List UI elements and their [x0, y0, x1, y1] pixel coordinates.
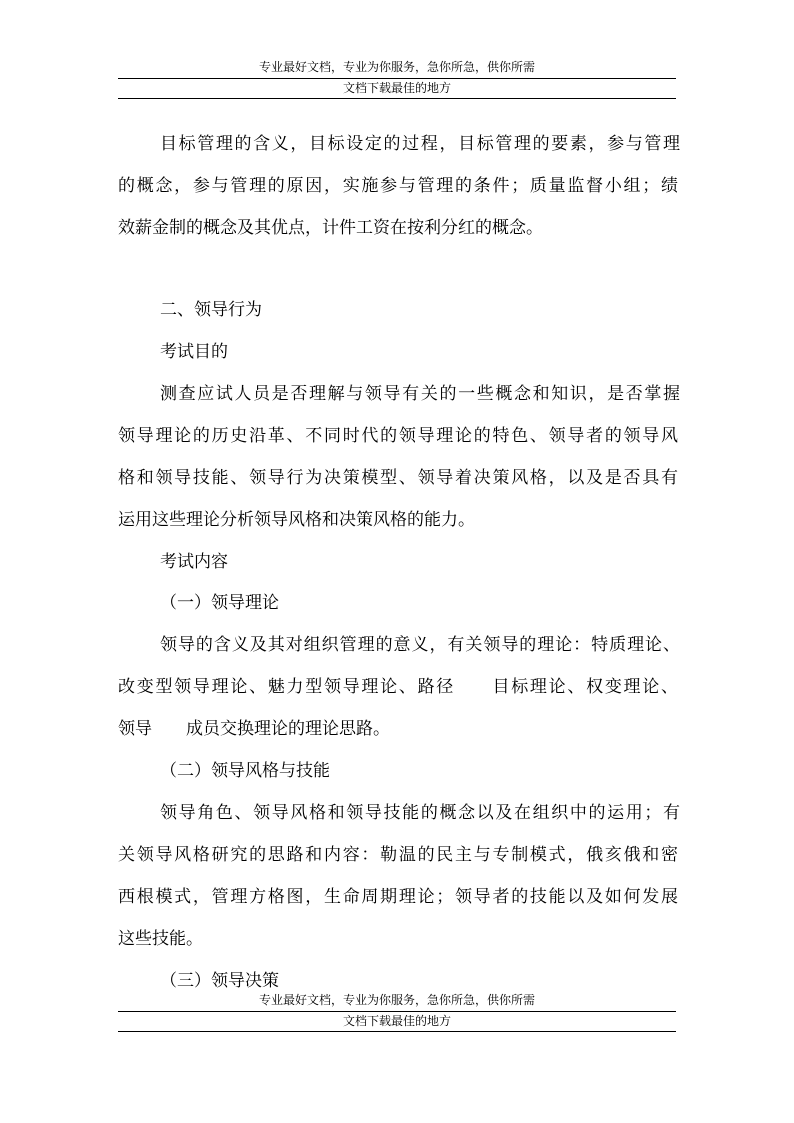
sub2-line4: 这些技能。 [118, 929, 203, 949]
sub2-line2: 关领导风格研究的思路和内容：勒温的民主与专制模式，俄亥俄和密 [118, 845, 678, 865]
sub1-line1: 领导的含义及其对组织管理的意义，有关领导的理论：特质理论、 [160, 635, 680, 655]
sub2-title: （二）领导风格与技能 [160, 761, 330, 781]
exam-goal-line4: 运用这些理论分析领导风格和决策风格的能力。 [118, 510, 475, 530]
footer-rule-thin [118, 1031, 676, 1032]
header-subtitle: 文档下载最佳的地方 [342, 81, 451, 95]
page-footer [118, 993, 676, 1035]
exam-goal-title: 考试目的 [160, 342, 228, 362]
sub1-line3: 领导 成员交换理论的理论思路。 [118, 719, 390, 739]
header-rule-thin [118, 98, 676, 99]
section2-title: 二、领导行为 [160, 300, 262, 320]
para1-line2: 的概念，参与管理的原因，实施参与管理的条件；质量监督小组；绩 [118, 176, 678, 196]
sub1-line2: 改变型领导理论、魅力型领导理论、路径 目标理论、权变理论、 [118, 677, 678, 697]
para1-line1: 目标管理的含义，目标设定的过程，目标管理的要素，参与管理 [160, 134, 680, 154]
sub2-line3: 西根模式，管理方格图，生命周期理论；领导者的技能以及如何发展 [118, 887, 678, 907]
footer-rule-thick [118, 1011, 676, 1012]
exam-goal-line1: 测查应试人员是否理解与领导有关的一些概念和知识，是否掌握 [160, 384, 680, 404]
exam-goal-line2: 领导理论的历史沿革、不同时代的领导理论的特色、领导者的领导风 [118, 426, 678, 446]
sub2-line1: 领导角色、领导风格和领导技能的概念以及在组织中的运用；有 [160, 803, 680, 823]
exam-goal-line3: 格和领导技能、领导行为决策模型、领导着决策风格，以及是否具有 [118, 468, 678, 488]
para1-line3: 效薪金制的概念及其优点，计件工资在按利分红的概念。 [118, 218, 543, 238]
header-tagline: 专业最好文档，专业为你服务，急你所急，供你所需 [258, 60, 535, 74]
page-header [118, 60, 676, 102]
footer-tagline: 专业最好文档，专业为你服务，急你所急，供你所需 [258, 993, 535, 1007]
footer-subtitle: 文档下载最佳的地方 [342, 1014, 451, 1028]
header-rule-thick [118, 78, 676, 79]
sub3-title: （三）领导决策 [160, 971, 279, 991]
exam-content-title: 考试内容 [160, 552, 228, 572]
sub1-title: （一）领导理论 [160, 593, 279, 613]
